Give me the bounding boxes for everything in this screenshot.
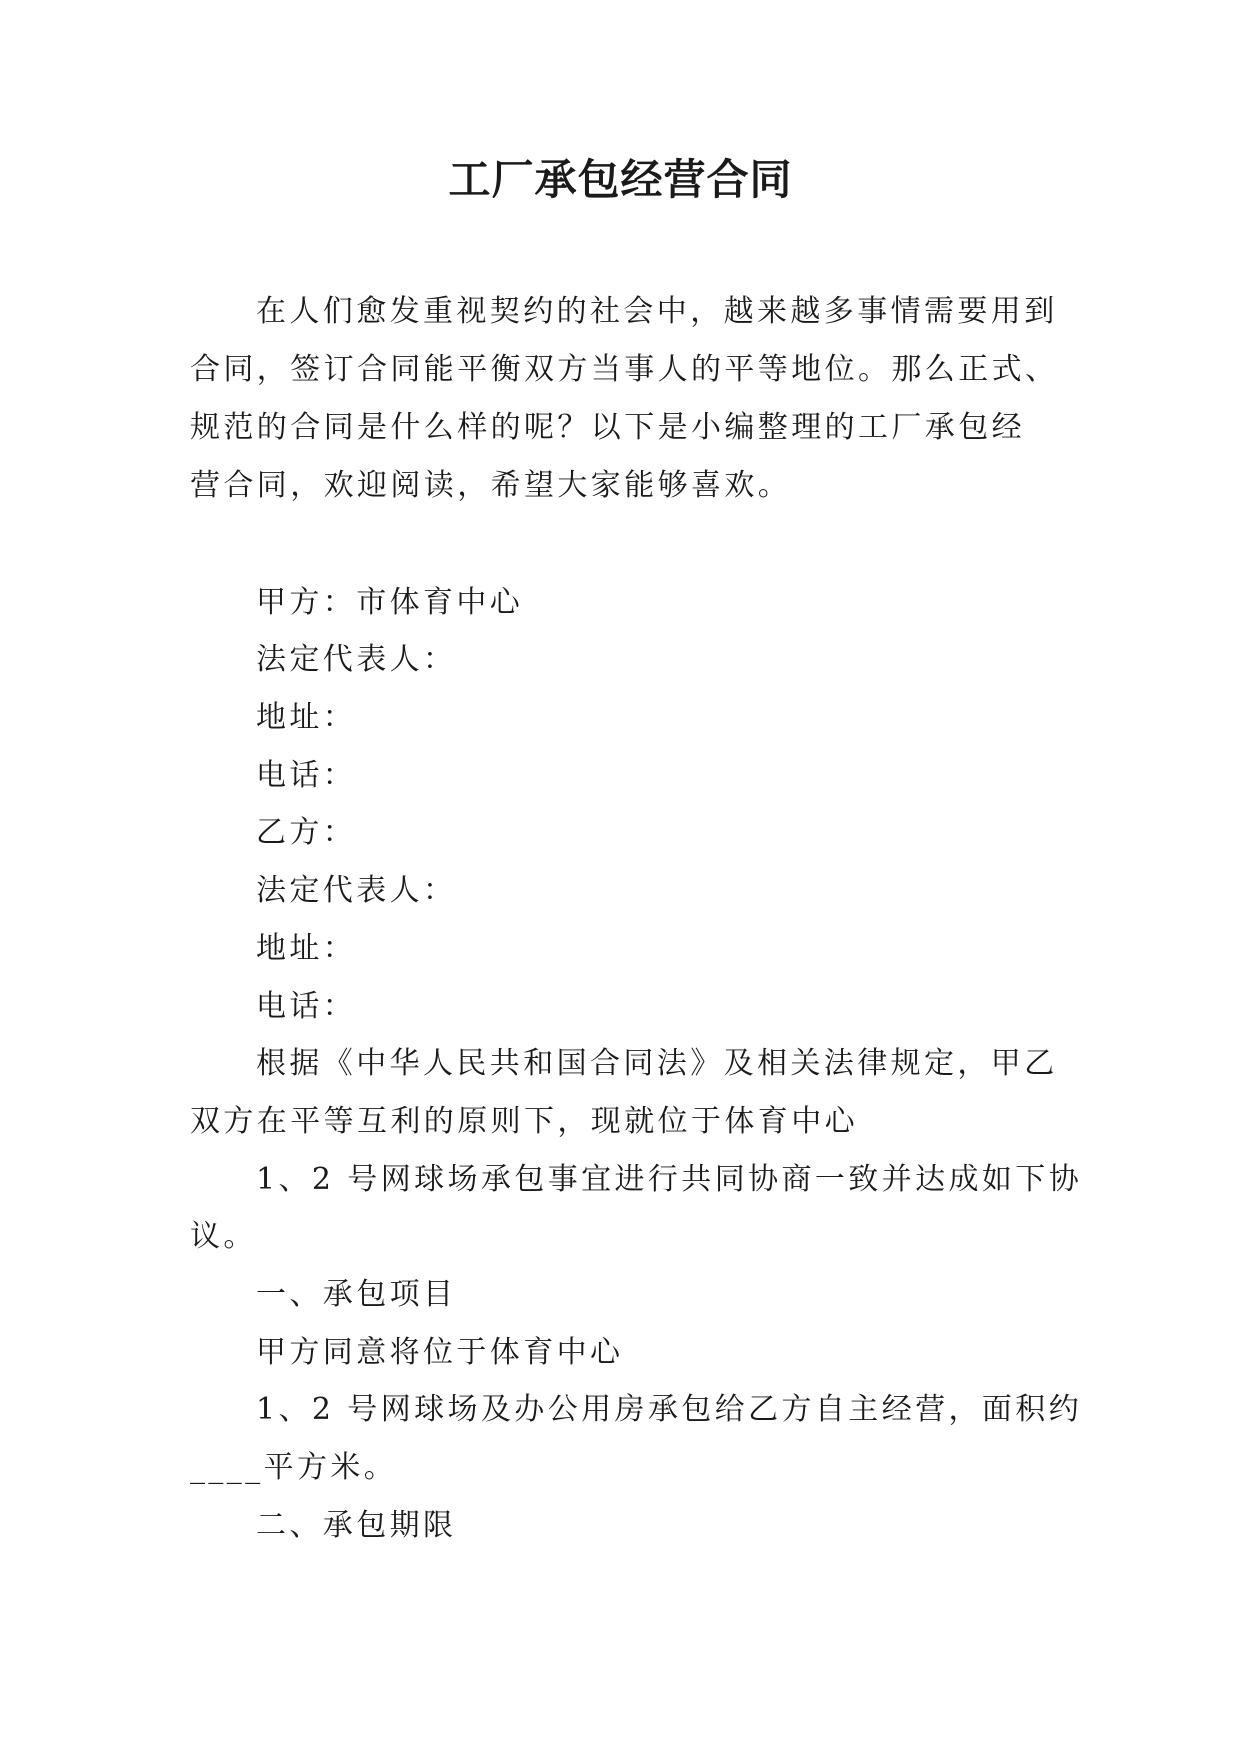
party-b-phone: 电话：: [256, 989, 357, 1024]
section-1-line-2: 1、2 号网球场及办公用房承包给乙方自主经营，面积约: [256, 1392, 1083, 1427]
party-a-name: 甲方：市体育中心: [256, 585, 524, 620]
preamble-line-2: 双方在平等互利的原则下，现就位于体育中心: [190, 1104, 858, 1139]
intro-line-4: 营合同，欢迎阅读，希望大家能够喜欢。: [190, 468, 792, 503]
section-1-heading: 一、承包项目: [256, 1277, 457, 1312]
preamble-line-4: 议。: [190, 1219, 257, 1254]
intro-line-1: 在人们愈发重视契约的社会中，越来越多事情需要用到: [256, 294, 1058, 329]
section-1-line-3: ____平方米。: [190, 1450, 398, 1485]
party-b-address: 地址：: [256, 931, 357, 966]
document-title: 工厂承包经营合同: [448, 155, 793, 204]
intro-line-3: 规范的合同是什么样的呢？以下是小编整理的工厂承包经: [190, 410, 1025, 445]
section-2-heading: 二、承包期限: [256, 1508, 457, 1543]
party-b-representative: 法定代表人：: [256, 873, 457, 908]
party-b-name: 乙方：: [256, 815, 357, 850]
intro-line-2: 合同，签订合同能平衡双方当事人的平等地位。那么正式、: [190, 352, 1059, 387]
section-1-line-1: 甲方同意将位于体育中心: [256, 1335, 624, 1370]
party-a-phone: 电话：: [256, 758, 357, 793]
party-a-address: 地址：: [256, 700, 357, 735]
preamble-line-3: 1、2 号网球场承包事宜进行共同协商一致并达成如下协: [256, 1162, 1083, 1197]
party-a-representative: 法定代表人：: [256, 642, 457, 677]
preamble-line-1: 根据《中华人民共和国合同法》及相关法律规定，甲乙: [256, 1046, 1058, 1081]
